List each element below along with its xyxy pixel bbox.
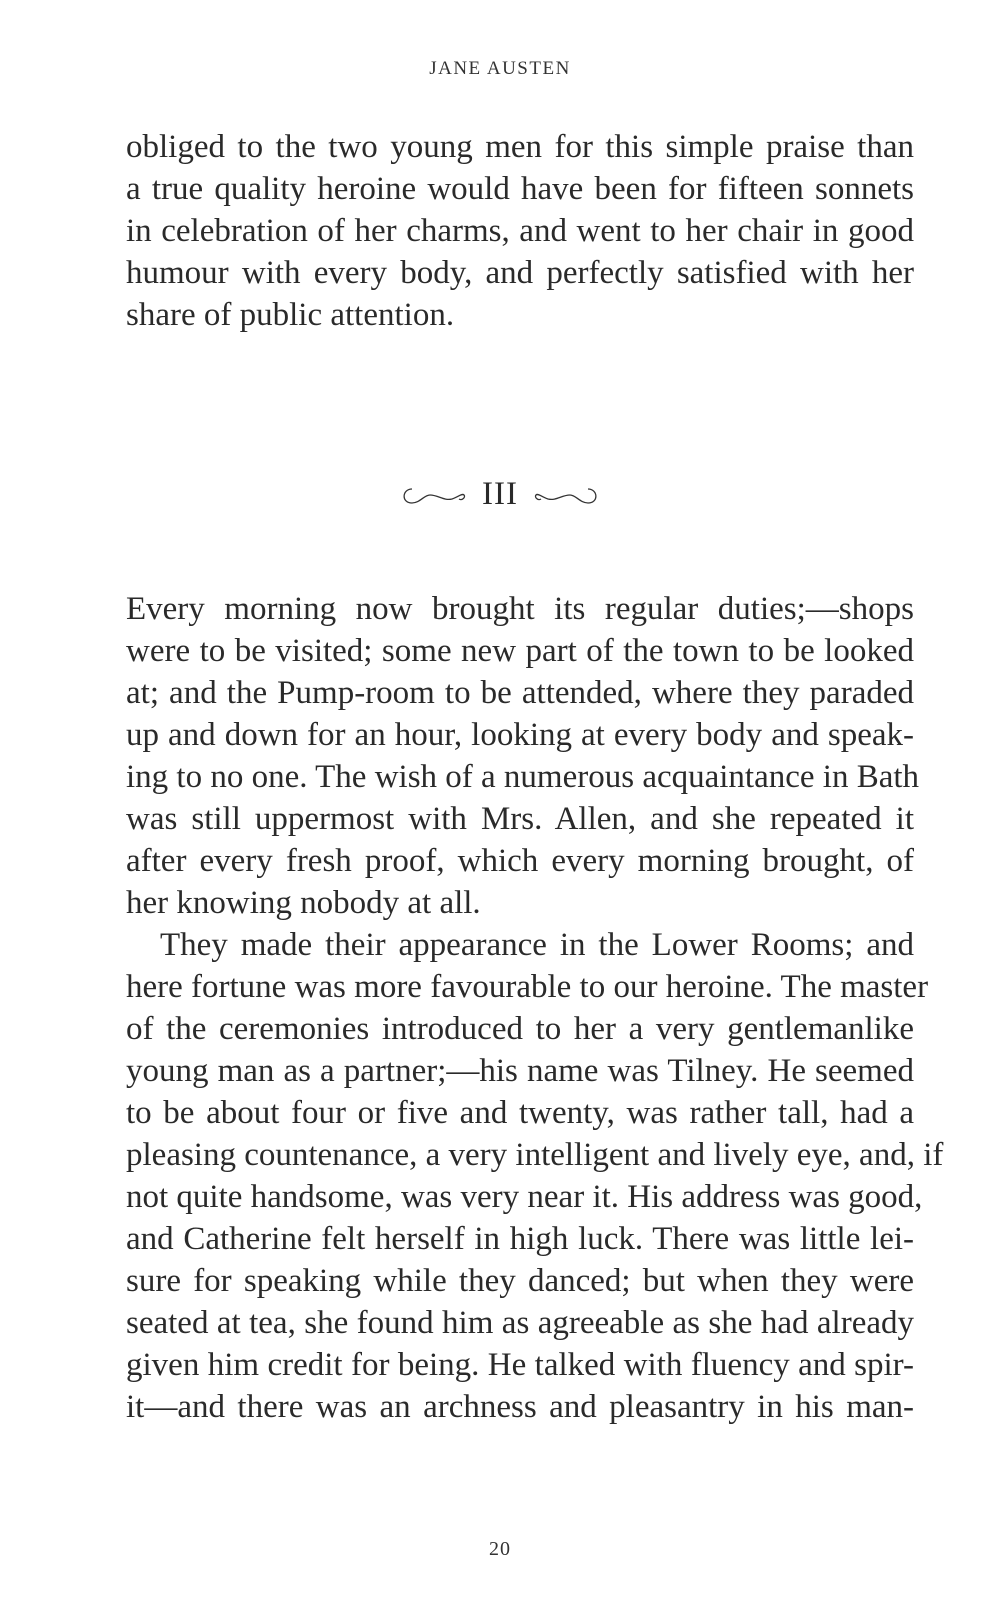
text-line: at; and the Pump-room to be attended, where they paraded xyxy=(126,675,914,711)
text-line: ing to no one. The wish of a numerous acquaintance in Bath xyxy=(126,759,920,795)
text-line: of the ceremonies introduced to her a very gentlemanlike xyxy=(126,1011,914,1047)
text-line: was still uppermost with Mrs. Allen, and she repeated it xyxy=(126,801,914,837)
text-line: to be about four or five and twenty, was rather tall, had a xyxy=(126,1095,914,1131)
text-line: pleasing countenance, a very intelligent and lively eye, and, if xyxy=(126,1137,944,1173)
text-line: after every fresh proof, which every morning brought, of xyxy=(126,843,914,879)
text-line: obliged to the two young men for this simple praise than xyxy=(126,129,914,165)
text-line: given him credit for being. He talked with fluency and spir- xyxy=(126,1347,914,1383)
chapter-heading xyxy=(0,476,1000,526)
text-line: sure for speaking while they danced; but when they were xyxy=(126,1263,914,1299)
text-line: in celebration of her charms, and went to her chair in good xyxy=(126,213,914,249)
text-line: They made their appearance in the Lower Rooms; and xyxy=(160,927,914,963)
text-line: and Catherine felt herself in high luck. There was little lei- xyxy=(126,1221,914,1257)
right-flourish-icon xyxy=(530,483,602,507)
running-head: JANE AUSTEN xyxy=(429,58,571,79)
page-number: 20 xyxy=(489,1538,511,1560)
text-line: here fortune was more favourable to our heroine. The master xyxy=(126,969,929,1005)
text-line: young man as a partner;—his name was Tilney. He seemed xyxy=(126,1053,914,1089)
text-line: Every morning now brought its regular duties;—shops xyxy=(126,591,914,627)
left-flourish-icon xyxy=(398,483,470,507)
text-line: humour with every body, and perfectly satisfied with her xyxy=(126,255,914,291)
text-line: not quite handsome, was very near it. His address was good, xyxy=(126,1179,923,1215)
text-line: it—and there was an archness and pleasantry in his man- xyxy=(126,1389,914,1425)
text-line: up and down for an hour, looking at every body and speak- xyxy=(126,717,914,753)
text-line: her knowing nobody at all. xyxy=(126,885,481,921)
text-line: seated at tea, she found him as agreeable as she had already xyxy=(126,1305,914,1341)
text-line: share of public attention. xyxy=(126,297,455,333)
chapter-numeral: III xyxy=(482,476,518,512)
text-line: were to be visited; some new part of the town to be looked xyxy=(126,633,914,669)
text-line: a true quality heroine would have been for fifteen sonnets xyxy=(126,171,914,207)
